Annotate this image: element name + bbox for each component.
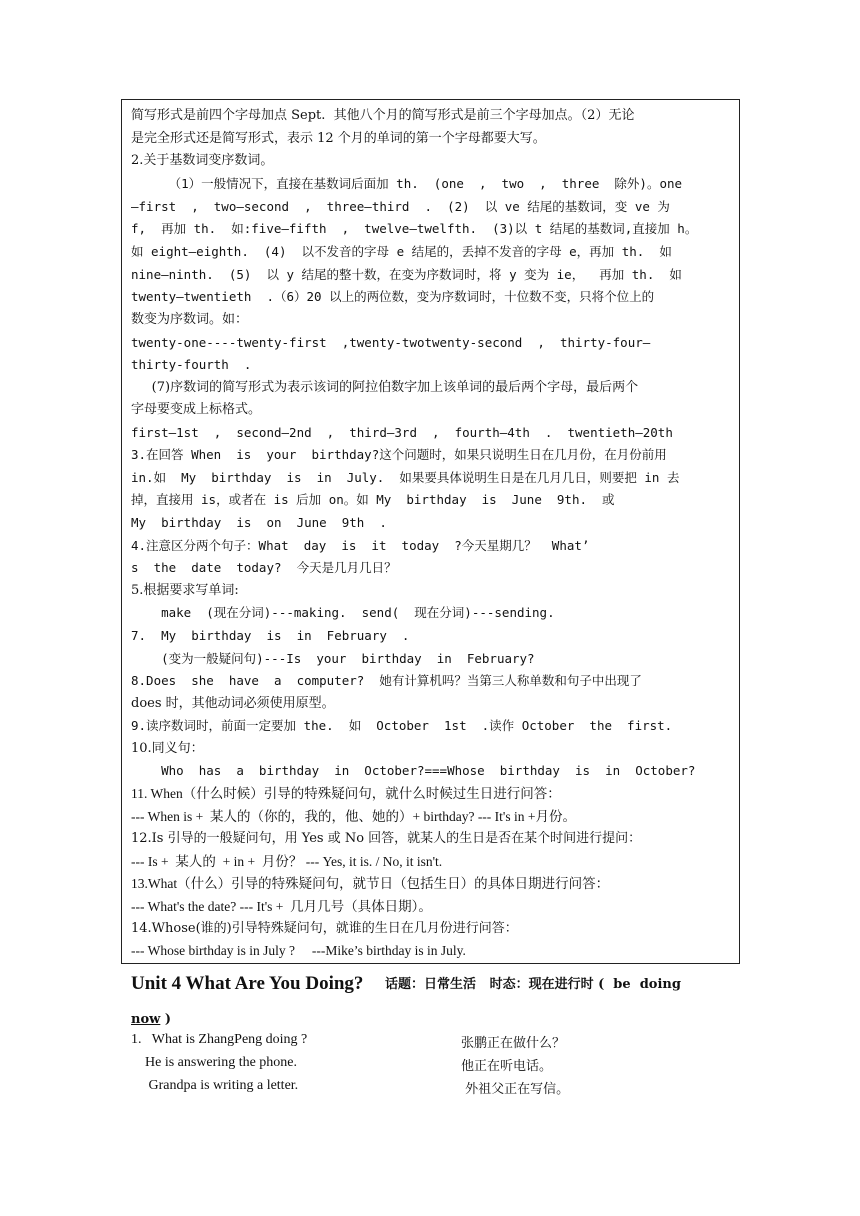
unit-topic: 话题：日常生活 时态：现在进行时 ( be doing — [385, 977, 681, 992]
note-line: 10.同义句： — [131, 741, 204, 756]
note-line: first—1st , second—2nd , third—3rd , fourth—4th . twentieth—20th — [131, 425, 673, 440]
note-line: (7)序数词的简写形式为表示该词的阿拉伯数字加上该单词的最后两个字母，最后两个 — [131, 380, 639, 395]
note-line: Who has a birthday in October?===Whose birthday is in October? — [131, 763, 696, 778]
note-line: 是完全形式还是简写形式，表示 12 个月的单词的第一个字母都要大写。 — [131, 131, 546, 146]
unit-title: Unit 4 What Are You Doing? — [131, 973, 364, 994]
note-line: nine—ninth. (5) 以 y 结尾的整十数，在变为序数词时，将 y 变为 ie， 再加 th. 如 — [131, 267, 682, 282]
note-line: (变为一般疑问句)---Is your birthday in February? — [131, 651, 535, 666]
note-line: f, 再加 th. 如:five—fifth , twelve—twelfth. (3)以 t 结尾的基数词,直接加 h。 — [131, 221, 698, 236]
note-line: thirty-fourth . — [131, 357, 252, 372]
note-line: 数变为序数词。如： — [131, 312, 249, 327]
note-line: 简写形式是前四个字母加点 Sept. 其他八个月的简写形式是前三个字母加点。（2）无论 — [131, 108, 635, 123]
example-cn: 他正在听电话。 — [461, 1059, 553, 1074]
note-line: 12.Is 引导的一般疑问句，用 Yes 或 No 回答，就某人的生日是否在某个时间进行提问： — [131, 831, 642, 846]
example-cn: 外祖父正在写信。 — [461, 1082, 570, 1097]
note-line: 8.Does she have a computer? 她有计算机吗？当第三人称单数和句子中出现了 — [131, 673, 642, 688]
note-line: 4.注意区分两个句子：What day is it today ?今天星期几？ What’ — [131, 538, 590, 553]
example-cn: 张鹏正在做什么？ — [461, 1036, 566, 1051]
note-line: —first , two—second , three—third . (2) 以 ve 结尾的基数词，变 ve 为 — [131, 199, 670, 214]
note-line: 7. My birthday is in February . — [131, 628, 410, 643]
unit-tense-now — [131, 1012, 171, 1027]
note-line: 字母要变成上标格式。 — [131, 402, 262, 417]
note-line: 2.关于基数词变序数词。 — [131, 153, 274, 168]
note-line: 如 eight—eighth. (4) 以不发音的字母 e 结尾的，丢掉不发音的字母 e，再加 th. 如 — [131, 244, 672, 259]
note-line: s the date today? 今天是几月几日？ — [131, 560, 397, 575]
note-line: 3.在回答 When is your birthday?这个问题时，如果只说明生日在几月份，在月份前用 — [131, 447, 667, 462]
note-line: --- What's the date? --- It's + 几月几号（具体日期）。 — [131, 899, 432, 914]
note-line: make (现在分词)---making. send( 现在分词)---sending. — [131, 605, 555, 620]
note-line: in.如 My birthday is in July. 如果要具体说明生日是在几月几日，则要把 in 去 — [131, 470, 680, 485]
close-paren: ) — [160, 1012, 172, 1027]
note-line: twenty-one----twenty-first ,twenty-twotwenty-second , thirty-four— — [131, 335, 651, 350]
note-line: 掉，直接用 is，或者在 is 后加 on。如 My birthday is June 9th. 或 — [131, 492, 615, 507]
note-line: --- When is + 某人的（你的，我的，他、她的）+ birthday? --- It's in +月份。 — [131, 809, 576, 824]
note-line: 13.What（什么）引导的特殊疑问句，就节日（包括生日）的具体日期进行问答： — [131, 876, 610, 891]
note-line: --- Whose birthday is in July ? ---Mike’s birthday is in July. — [131, 943, 466, 958]
example-en: He is answering the phone. — [131, 1055, 298, 1070]
note-line: My birthday is on June 9th . — [131, 515, 387, 530]
example-en: 1. What is ZhangPeng doing ? — [131, 1032, 308, 1047]
note-line: twenty—twentieth .（6）20 以上的两位数，变为序数词时，十位数不变，只将个位上的 — [131, 289, 655, 304]
note-line: （1）一般情况下，直接在基数词后面加 th. (one , two , three 除外)。one — [131, 176, 683, 191]
now-word: now — [131, 1012, 161, 1027]
note-line: 5.根据要求写单词: — [131, 583, 239, 598]
note-line: does 时，其他动词必须使用原型。 — [131, 696, 335, 711]
note-line: 14.Whose(谁的)引导特殊疑问句，就谁的生日在几月份进行问答： — [131, 921, 518, 936]
note-line: 9.读序数词时，前面一定要加 the. 如 October 1st .读作 October the first. — [131, 718, 673, 733]
note-line: --- Is + 某人的 + in + 月份？ --- Yes, it is. / No, it isn't. — [131, 854, 443, 869]
note-line: 11. When（什么时候）引导的特殊疑问句，就什么时候过生日进行问答： — [131, 786, 561, 801]
example-en: Grandpa is writing a letter. — [131, 1078, 299, 1093]
